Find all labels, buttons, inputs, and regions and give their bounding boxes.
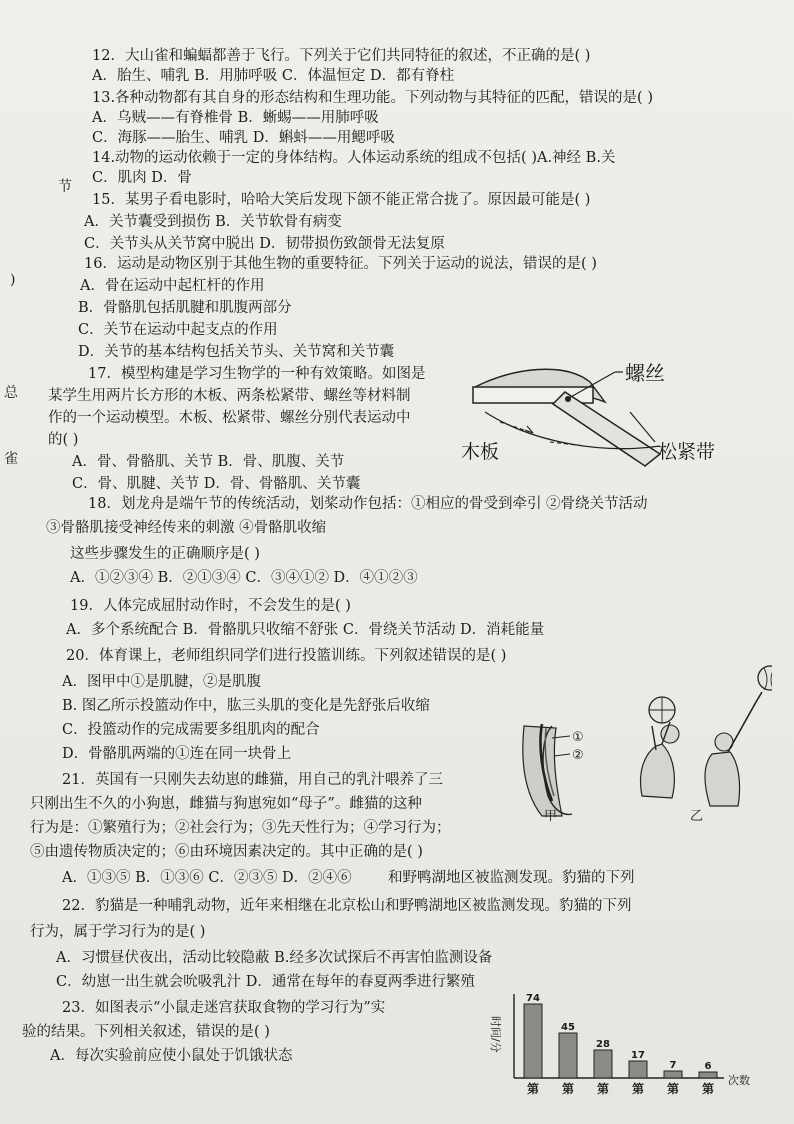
label-yi: 乙 <box>690 809 704 824</box>
chart-data-label: 7 <box>669 1060 677 1071</box>
question-22-prompt: 行为，属于学习行为的是( ) <box>30 924 206 940</box>
question-22-stem: 22．豹猫是一种哺乳动物，近年来相继在北京松山和野鸭湖地区被监测发现。豹猫的下列 <box>62 898 632 914</box>
question-20-stem: 20．体育课上，老师组织同学们进行投篮训练。下列叙述错误的是( ) <box>66 648 507 664</box>
chart-y-label: 时间/分 <box>489 1016 502 1053</box>
question-22-options-cd: C．幼崽一出生就会吮吸乳汁 D．通常在每年的春夏两季进行繁殖 <box>56 974 475 990</box>
question-19-stem: 19．人体完成屈肘动作时，不会发生的是( ) <box>70 598 351 614</box>
label-jia: 甲 <box>544 809 558 824</box>
question-18-prompt: 这些步骤发生的正确顺序是( ) <box>70 546 260 562</box>
question-13-stem: 13.各种动物都有其自身的形态结构和生理功能。下列动物与其特征的匹配，错误的是( ) <box>92 90 653 106</box>
question-17-options-ab: A．骨、骨骼肌、关节 B．骨、肌腹、关节 <box>72 454 345 470</box>
question-15-options-ab: A．关节囊受到损伤 B．关节软骨有病变 <box>84 214 342 230</box>
chart-data-label: 17 <box>631 1050 645 1061</box>
basketball-arm-figure <box>512 656 772 826</box>
label-screw: 螺丝 <box>625 362 665 385</box>
chart-bar <box>559 1033 577 1078</box>
chart-data-label: 6 <box>704 1061 712 1072</box>
chart-tick-label: 第 <box>596 1082 610 1096</box>
question-18-stem: 18．划龙舟是端午节的传统活动，划桨动作包括：①相应的骨受到牵引 ②骨绕关节活动 <box>88 496 648 512</box>
question-17-stem-line2: 某学生用两片长方形的木板、两条松紧带、螺丝等材料制 <box>48 388 411 404</box>
margin-mark: 节 <box>58 179 72 195</box>
question-13-options-ab: A．乌贼——有脊椎骨 B．蜥蜴——用肺呼吸 <box>92 110 379 126</box>
chart-x-label: 次数 <box>728 1074 750 1087</box>
question-16-stem: 16．运动是动物区别于其他生物的重要特征。下列关于运动的说法，错误的是( ) <box>84 256 597 272</box>
label-circle-1: ① <box>572 730 584 745</box>
question-12-options: A．胎生、哺乳 B．用肺呼吸 C．体温恒定 D．都有脊柱 <box>92 68 455 84</box>
question-21-options: A．①③⑤ B．①③⑥ C．②③⑤ D．②④⑥ <box>62 870 352 886</box>
question-16-option-b: B．骨骼肌包括肌腱和肌腹两部分 <box>78 300 292 316</box>
chart-bar <box>629 1061 647 1078</box>
chart-tick-label: 第 <box>666 1082 680 1096</box>
question-21-stem-line1: 21．英国有一只刚失去幼崽的雌猫，用自己的乳汁喂养了三 <box>62 772 443 788</box>
question-16-option-c: C．关节在运动中起支点的作用 <box>78 322 278 338</box>
question-17-stem-line3: 作的一个运动模型。木板、松紧带、螺丝分别代表运动中 <box>48 410 411 426</box>
question-21-stem-line4: ⑤由遗传物质决定的；⑥由环境因素决定的。其中正确的是( ) <box>30 844 423 860</box>
question-17-stem-line4: 的( ) <box>48 432 79 448</box>
question-17-stem-line1: 17．模型构建是学习生物学的一种有效策略。如图是 <box>88 366 426 382</box>
question-18-options: A．①②③④ B．②①③④ C．③④①② D．④①②③ <box>70 570 418 586</box>
question-15-stem: 15．某男子看电影时，哈哈大笑后发现下颌不能正常合拢了。原因最可能是( ) <box>92 192 591 208</box>
question-17-options-cd: C．骨、肌腱、关节 D．骨、骨骼肌、关节囊 <box>72 476 361 492</box>
question-19-options: A．多个系统配合 B．骨骼肌只收缩不舒张 C．骨绕关节活动 D．消耗能量 <box>66 622 545 638</box>
question-13-options-cd: C．海豚——胎生、哺乳 D．蝌蚪——用鳃呼吸 <box>92 130 395 146</box>
chart-data-label: 45 <box>561 1022 575 1033</box>
question-14-options: C．肌肉 D．骨 <box>92 170 192 186</box>
question-12-stem: 12．大山雀和蝙蝠都善于飞行。下列关于它们共同特征的叙述，不正确的是( ) <box>92 48 591 64</box>
margin-mark: 总 <box>4 385 18 401</box>
chart-bar <box>699 1072 717 1078</box>
question-22-intro-tail: 和野鸭湖地区被监测发现。豹猫的下列 <box>388 870 635 886</box>
label-elastic-band: 松紧带 <box>658 441 716 463</box>
chart-tick-label: 第 <box>631 1082 645 1096</box>
label-circle-2: ② <box>572 748 584 763</box>
question-20-option-b: B. 图乙所示投篮动作中，肱三头肌的变化是先舒张后收缩 <box>62 698 430 714</box>
question-15-options-cd: C．关节头从关节窝中脱出 D．韧带损伤致颌骨无法复原 <box>84 236 445 252</box>
question-21-stem-line2: 只刚出生不久的小狗崽，雌猫与狗崽宛如“母子”。雌猫的这种 <box>30 796 422 812</box>
chart-bar <box>524 1004 542 1078</box>
chart-data-label: 74 <box>526 993 540 1004</box>
joint-model-figure <box>455 362 740 472</box>
chart-data-label: 28 <box>596 1039 610 1050</box>
label-board: 木板 <box>461 441 500 463</box>
margin-mark: 雀 <box>4 451 18 467</box>
question-20-option-c: C．投篮动作的完成需要多组肌肉的配合 <box>62 722 320 738</box>
question-23-stem-line1: 23．如图表示“小鼠走迷宫获取食物的学习行为”实 <box>62 1000 386 1016</box>
question-14-stem: 14.动物的运动依赖于一定的身体结构。人体运动系统的组成不包括( )A.神经 B.关 <box>92 150 616 166</box>
margin-mark: ) <box>10 272 16 288</box>
chart-bar <box>594 1050 612 1078</box>
question-16-option-a: A．骨在运动中起杠杆的作用 <box>80 278 265 294</box>
question-16-option-d: D．关节的基本结构包括关节头、关节窝和关节囊 <box>78 344 395 360</box>
question-18-steps: ③骨骼肌接受神经传来的刺激 ④骨骼肌收缩 <box>46 520 327 536</box>
question-23-stem-line2: 验的结果。下列相关叙述，错误的是( ) <box>22 1024 270 1040</box>
question-22-options-ab: A．习惯昼伏夜出，活动比较隐蔽 B.经多次试探后不再害怕监测设备 <box>56 950 493 966</box>
question-21-stem-line3: 行为是：①繁殖行为；②社会行为；③先天性行为；④学习行为； <box>30 820 451 836</box>
question-20-option-a: A．图甲中①是肌腱，②是肌腹 <box>62 674 261 690</box>
question-23-option-a: A．每次实验前应使小鼠处于饥饿状态 <box>50 1048 293 1064</box>
maze-learning-bar-chart <box>476 992 766 1122</box>
question-20-option-d: D．骨骼肌两端的①连在同一块骨上 <box>62 746 292 762</box>
chart-tick-label: 第 <box>561 1082 575 1096</box>
chart-bar <box>664 1071 682 1078</box>
chart-tick-label: 第 <box>526 1082 540 1096</box>
chart-tick-label: 第 <box>701 1082 715 1096</box>
